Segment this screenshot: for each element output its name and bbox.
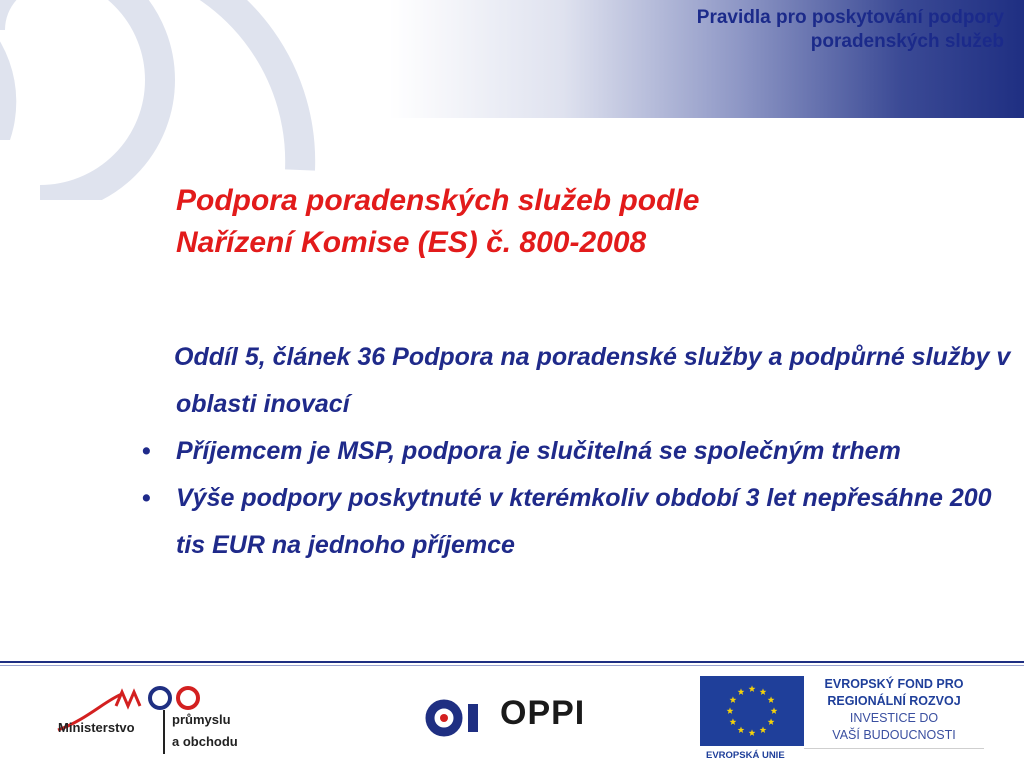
eu-caption: EVROPSKÁ UNIE	[706, 750, 785, 761]
slide-body	[140, 334, 1020, 569]
eu-fund-line-3: INVESTICE DO	[849, 711, 939, 725]
footer-divider	[0, 661, 1024, 663]
eu-star-icon	[760, 688, 767, 695]
eu-star-icon	[738, 688, 745, 695]
mpo-word-1: Ministerstvo	[58, 720, 135, 735]
intro-paragraph: Oddíl 5, článek 36 Podpora na poradenské služby a podpůrné služby v oblasti inovací	[174, 343, 1011, 418]
eu-fund-line-4: VAŠÍ BUDOUCNOSTI	[832, 728, 956, 742]
eu-flag	[700, 676, 804, 746]
bullet-item	[140, 428, 1020, 475]
eu-star-icon	[749, 685, 756, 692]
oppi-logo-mark	[424, 690, 490, 746]
background-arcs-graphic	[0, 0, 330, 200]
oppi-logo-text: OPPI	[500, 694, 586, 732]
eu-star-icon	[768, 696, 775, 703]
bullet-text: Výše podpory poskytnuté v kterémkoliv období 3 let nepřesáhne 200 tis EUR na jednoho příjemce	[176, 484, 992, 559]
bullet-marker: •	[142, 484, 151, 512]
slide-heading	[176, 180, 956, 264]
heading-line-2: Nařízení Komise (ES) č. 800-2008	[176, 226, 647, 259]
eu-fund-logo	[700, 676, 984, 766]
bullet-item	[140, 475, 1020, 569]
eu-fund-line-2: REGIONÁLNÍ ROZVOJ	[827, 694, 961, 708]
eu-stars-icon	[700, 676, 804, 746]
page-header-title	[697, 6, 1004, 54]
mpo-word-3: a obchodu	[172, 734, 238, 749]
heading-line-1: Podpora poradenských služeb podle	[176, 184, 700, 217]
bullet-marker: •	[142, 437, 151, 465]
eu-star-icon	[749, 729, 756, 736]
eu-star-icon	[738, 726, 745, 733]
bullet-text: Příjemcem je MSP, podpora je slučitelná se společným trhem	[176, 437, 901, 465]
eu-star-icon	[771, 707, 778, 714]
eu-fund-text	[804, 676, 984, 749]
eu-star-icon	[760, 726, 767, 733]
eu-star-icon	[768, 718, 775, 725]
mpo-word-2: průmyslu	[172, 712, 231, 727]
eu-star-icon	[727, 707, 734, 714]
mpo-logo	[56, 680, 256, 756]
eu-star-icon	[730, 718, 737, 725]
footer-divider-thin	[0, 665, 1024, 666]
eu-star-icon	[730, 696, 737, 703]
header-title-line-1: Pravidla pro poskytování podpory	[696, 7, 1004, 28]
header-title-line-2: poradenských služeb	[810, 31, 1004, 52]
eu-fund-line-1: EVROPSKÝ FOND PRO	[824, 677, 964, 691]
